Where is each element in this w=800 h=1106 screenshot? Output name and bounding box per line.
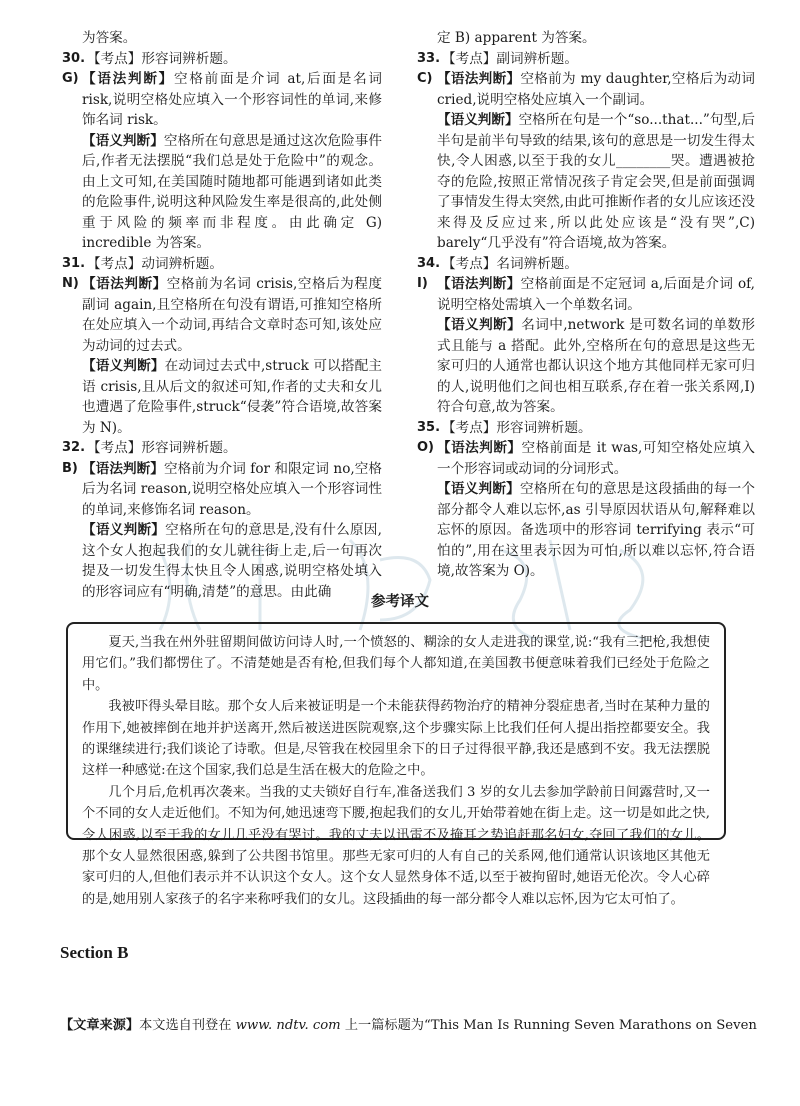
- question-topic: 【考点】形容词辨析题。: [87, 440, 237, 456]
- semantic-text: 空格所在句是一个“so...that...”句型,后半句是前半句导致的结果,该句的意思是一切发生得太快,令人困惑,以至于我的女儿________哭。遭遇被抢夺的危险,按照正常情况孩子肯定会哭,但是前面强调了事情发生得太突然,由此可推断作者的女儿应该还没来得及反应过来,所以此处应该是“没有哭”,C) barely“几乎没有”符合语境,故为答案。: [437, 112, 755, 251]
- source-text-after: 上一篇标题为“This Man Is Running Seven Marathons on Seven: [340, 1018, 757, 1033]
- question-topic: 【考点】形容词辨析题。: [442, 419, 592, 436]
- right-column: [417, 28, 755, 582]
- semantic-tag: 【语义判断】: [437, 112, 519, 128]
- right-lead-text: 定 B) apparent 为答案。: [437, 30, 596, 46]
- question-number: 34.: [417, 255, 441, 271]
- answer-letter: B): [62, 460, 78, 476]
- grammar-text: 空格前面是不定冠词 a,后面是介词 of,说明空格处需填入一个单数名词。: [437, 276, 756, 313]
- answer-letter: I): [417, 276, 428, 291]
- translation-paragraph-2: 我被吓得头晕目眩。那个女人后来被证明是一个未能获得药物治疗的精神分裂症患者,当时在某种力量的作用下,她被摔倒在地并护送离开,然后被送进医院观察,这个步骤实际上比我们任何人提出指控都要安全。我的课继续进行;我们谈论了诗歌。但是,尽管我在校园里余下的日子过得很平静,我还是感到不安。我无法摆脱这样一种感觉:在这个国家,我们总是生活在极大的危险之中。: [82, 699, 710, 779]
- grammar-tag: 【语法判断】: [82, 71, 175, 87]
- semantic-text: 空格所在句意思是通过这次危险事件后,作者无法摆脱“我们总是处于危险中”的观念。由上文可知,在美国随时随地都可能遇到诸如此类的危险事件,说明这种风险发生率是很高的,此处侧重于风险的频率而非程度。由此确定 G) incredible 为答案。: [82, 132, 383, 251]
- question-33: [417, 49, 755, 254]
- question-35: [417, 418, 755, 582]
- question-32: [62, 438, 382, 602]
- question-number: 33.: [417, 50, 441, 66]
- question-34: [417, 254, 755, 418]
- left-column: [62, 28, 382, 602]
- translation-paragraph-1: 夏天,当我在州外驻留期间做访问诗人时,一个愤怒的、糊涂的女人走进我的课堂,说:“我有三把枪,我想使用它们。”我们都愣住了。不清楚她是否有枪,但我们每个人都知道,在美国教书便意味着我们已经处于危险之中。: [82, 635, 710, 693]
- question-number: 32.: [62, 440, 86, 455]
- grammar-tag: 【语法判断】: [437, 440, 522, 456]
- semantic-text: 空格所在句的意思是这段插曲的每一个部分都令人难以忘怀,as 引导原因状语从句,解释难以忘怀的原因。备选项中的形容词 terrifying 表示“可怕的”,用在这里表示因为可怕,所以难以忘怀,符合语境,故答案为 O)。: [437, 481, 756, 579]
- grammar-text: 空格前为名词 crisis,空格后为程度副词 again,且空格所在句没有谓语,可推知空格所在处应填入一个动词,再结合文章时态可知,该处应为动词的过去式。: [82, 276, 383, 354]
- question-31: [62, 254, 382, 439]
- semantic-text: 空格所在句的意思是,没有什么原因,这个女人抱起我们的女儿就往街上走,后一句再次提及一切发生得太快且令人困惑,说明空格处填入的形容词应有“明确,清楚”的意思。由此确: [82, 522, 382, 600]
- grammar-tag: 【语法判断】: [82, 276, 167, 292]
- grammar-tag: 【语法判断】: [437, 71, 521, 87]
- semantic-tag: 【语义判断】: [437, 317, 522, 333]
- semantic-tag: 【语义判断】: [437, 481, 521, 497]
- question-topic: 【考点】名词辨析题。: [442, 255, 578, 272]
- translation-box: [66, 622, 726, 907]
- grammar-tag: 【语法判断】: [437, 276, 521, 292]
- question-30: [62, 49, 382, 254]
- question-number: 31.: [62, 255, 86, 271]
- grammar-text: 空格前面是 it was,可知空格处应填入一个形容词或动词的分词形式。: [437, 440, 755, 477]
- answer-letter: G): [62, 71, 79, 86]
- left-lead-text: 为答案。: [82, 30, 137, 46]
- semantic-tag: 【语义判断】: [82, 522, 166, 538]
- answer-letter: C): [417, 71, 433, 86]
- grammar-tag: 【语法判断】: [82, 460, 164, 477]
- source-url: www. ndtv. com: [235, 1018, 341, 1033]
- semantic-text: 在动词过去式中,struck 可以搭配主语 crisis,且从后文的叙述可知,作者的丈夫和女儿也遭遇了危险事件,struck“侵袭”符合语境,故答案为 N)。: [82, 358, 383, 436]
- question-topic: 【考点】动词辨析题。: [87, 255, 223, 272]
- question-topic: 【考点】形容词辨析题。: [87, 50, 237, 67]
- source-tag: 【文章来源】: [60, 1018, 140, 1033]
- answer-letter: O): [417, 440, 434, 455]
- semantic-text: 名词中,network 是可数名词的单数形式且能与 a 搭配。此外,空格所在句的意思是这些无家可归的人通常也都认识这个地方其他同样无家可归的人,说明他们之间也相互联系,存在着一张关系网,I) 符合句意,故为答案。: [437, 317, 756, 415]
- section-title: Section B: [60, 943, 129, 962]
- question-number: 35.: [417, 419, 441, 435]
- semantic-tag: 【语义判断】: [82, 132, 164, 149]
- semantic-tag: 【语义判断】: [82, 358, 165, 374]
- answer-letter: N): [62, 276, 79, 291]
- source-text-before: 本文选自刊登在: [139, 1018, 236, 1033]
- question-topic: 【考点】副词辨析题。: [442, 50, 578, 67]
- grammar-text: 空格前为介词 for 和限定词 no,空格后为名词 reason,说明空格处应填入一个形容词性的单词,来修饰名词 reason。: [82, 460, 383, 518]
- question-number: 30.: [62, 50, 86, 66]
- grammar-text: 空格前面是介词 at,后面是名词 risk,说明空格处应填入一个形容词性的单词,来修饰名词 risk。: [82, 71, 382, 128]
- translation-paragraph-3: 几个月后,危机再次袭来。当我的丈夫锁好自行车,准备送我们 3 岁的女儿去参加学龄前日间露营时,又一个不同的女人走近他们。不知为何,她迅速弯下腰,抱起我们的女儿,开始带着她在街上走。这一切是如此之快,令人困惑,以至于我的女儿几乎没有哭过。我的丈夫以迅雷不及掩耳之势追赶那名妇女,夺回了我们的女儿。那个女人显然很困惑,躲到了公共图书馆里。那些无家可归的人有自己的关系网,他们通常认识该地区其他无家可归的人,但他们表示并不认识这个女人。这个女人显然身体不适,以至于被拘留时,她语无伦次。令人心碎的是,她用别人家孩子的名字来称呼我们的女儿。这段插曲的每一部分都令人难以忘怀,因为它太可怕了。: [82, 784, 710, 907]
- grammar-text: 空格前为 my daughter,空格后为动词 cried,说明空格处应填入一个副词。: [437, 71, 755, 108]
- article-source: [60, 1016, 760, 1037]
- translation-heading: 参考译文: [371, 594, 429, 610]
